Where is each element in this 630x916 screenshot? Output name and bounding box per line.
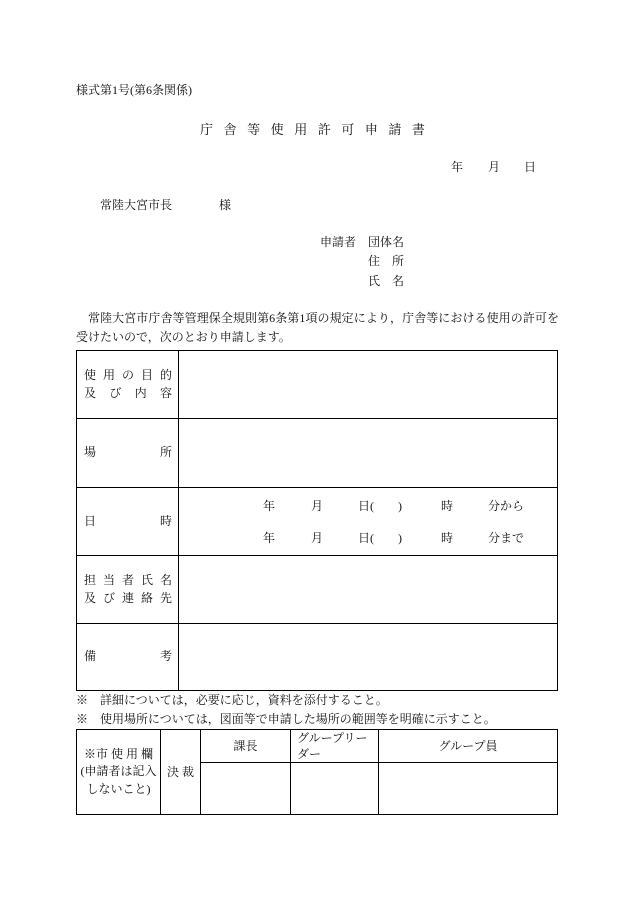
end-weekday-close: ) [398, 531, 402, 545]
justified-char: 氏 [140, 573, 153, 587]
justified-char: 用 [102, 368, 115, 382]
end-day-label: 日( [358, 531, 374, 545]
justified-char: 絡 [140, 590, 153, 605]
start-hour-label: 時 [441, 499, 454, 513]
label-contact [77, 556, 179, 624]
row-location [77, 419, 558, 488]
justified-char: 連 [121, 590, 134, 605]
section-chief-header: 課長 [201, 730, 291, 763]
justified-char: 所 [159, 445, 172, 460]
justified-char: 容 [159, 385, 172, 400]
label-location-line-1 [84, 444, 172, 462]
office-use-cell [77, 730, 161, 815]
location-field [179, 419, 558, 488]
justified-char: 日 [84, 513, 97, 528]
contact-field [179, 556, 558, 624]
row-remarks [77, 624, 558, 691]
justified-char: 時 [159, 513, 172, 528]
addressee-honorific: 様 [219, 198, 232, 212]
label-remarks [77, 624, 179, 691]
justified-char: び [109, 385, 122, 400]
justified-char: 及 [84, 385, 97, 400]
note-attachments: ※ 詳細については，必要に応じ，資料を添付すること。 [76, 693, 388, 707]
start-weekday-close: ) [398, 499, 402, 513]
justified-char: 内 [134, 385, 147, 400]
label-contact-line-2 [84, 590, 172, 608]
justified-char: 使 [270, 122, 284, 137]
applicant-label: 申請者 [320, 235, 357, 249]
approval-label: 決 裁 [161, 730, 201, 815]
datetime-lines [179, 488, 557, 555]
purpose-field [179, 351, 558, 419]
justified-char: 及 [84, 590, 97, 605]
justified-char: 可 [341, 122, 355, 137]
justified-char: 者 [121, 573, 134, 587]
end-year-label: 年 [263, 531, 276, 545]
approval-header-row [77, 730, 558, 763]
group-leader-seal-cell [291, 763, 379, 815]
label-remarks-line-1 [84, 648, 172, 666]
end-minute-label: 分まで [488, 531, 525, 545]
group-leader-header: グループリーダー [291, 730, 379, 763]
justified-char: 申 [364, 122, 378, 137]
office-use-line-3: しないこと) [86, 781, 151, 796]
justified-char: 請 [388, 122, 402, 137]
date-day-label: 日 [524, 160, 537, 174]
justified-char: 氏 [368, 274, 381, 288]
start-day-label: 日( [358, 499, 374, 513]
end-hour-label: 時 [441, 531, 454, 545]
justified-char: 備 [84, 649, 97, 664]
group-member-seal-cell [379, 763, 558, 815]
end-month-label: 月 [311, 531, 324, 545]
label-contact-line-1 [84, 572, 172, 590]
date-year-label: 年 [451, 160, 464, 174]
label-location [77, 419, 179, 488]
justified-char: 名 [159, 573, 172, 587]
justified-char: び [102, 590, 115, 605]
start-month-label: 月 [311, 499, 324, 513]
justified-char: の [121, 368, 134, 382]
justified-char: 用 [294, 122, 308, 137]
form-number: 様式第1号(第6条関係) [76, 83, 192, 97]
start-year-label: 年 [263, 499, 276, 513]
addressee-name: 常陸大宮市長 [100, 198, 173, 212]
start-minute-label: 分から [488, 499, 525, 513]
applicant-address-label [368, 252, 404, 270]
justified-char: 担 [84, 573, 97, 587]
section-chief-seal-cell [201, 763, 291, 815]
group-member-header: グループ員 [379, 730, 558, 763]
applicant-name-label [368, 272, 404, 290]
form-title [200, 121, 425, 139]
row-contact [77, 556, 558, 624]
justified-char: 住 [368, 254, 381, 268]
applicant-organization-label: 団体名 [368, 235, 405, 249]
label-datetime [77, 488, 179, 556]
office-use-line-1: ※市 使 用 欄 [83, 746, 153, 761]
remarks-field [179, 624, 558, 691]
date-month-label: 月 [488, 160, 501, 174]
justified-char: 的 [159, 368, 172, 382]
justified-char: 使 [84, 368, 97, 382]
datetime-field [179, 488, 558, 556]
justified-char: 庁 [200, 122, 214, 137]
label-purpose [77, 351, 179, 419]
justified-char: 場 [84, 445, 97, 460]
justified-char: 先 [159, 590, 172, 605]
office-use-line-2: (申請者は記入 [80, 764, 157, 779]
application-table [76, 350, 558, 691]
justified-char: 当 [102, 573, 115, 587]
intro-paragraph: 常陸大宮市庁舎等管理保全規則第6条第1項の規定により，庁舎等における使用の許可を受けたいので，次のとおり申請します。 [76, 311, 559, 344]
row-purpose [77, 351, 558, 419]
label-datetime-line-1 [84, 513, 172, 531]
justified-char: 許 [317, 122, 331, 137]
row-datetime [77, 488, 558, 556]
justified-char: 等 [247, 122, 261, 137]
label-purpose-line-2 [84, 385, 172, 403]
approval-table [76, 729, 558, 815]
justified-char: 目 [140, 368, 153, 382]
justified-char: 舎 [223, 122, 237, 137]
note-location-map: ※ 使用場所については，図面等で申請した場所の範囲等を明確に示すこと。 [76, 712, 496, 726]
justified-char: 所 [391, 254, 404, 268]
justified-char: 書 [411, 122, 425, 137]
label-purpose-line-1 [84, 367, 172, 385]
justified-char: 考 [159, 649, 172, 664]
justified-char: 名 [391, 274, 404, 288]
